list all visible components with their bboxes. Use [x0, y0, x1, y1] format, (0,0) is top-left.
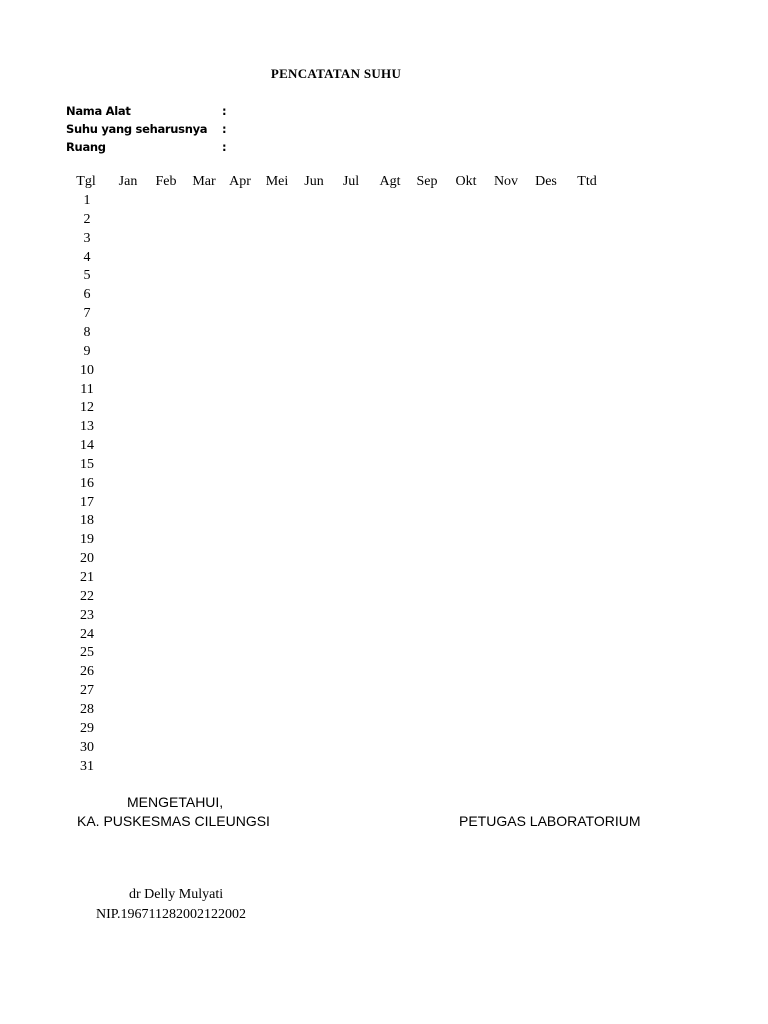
day-cell: 9: [83, 343, 91, 359]
day-cell: 11: [80, 381, 94, 397]
left-signatory-nip: NIP.196711282002122002: [96, 907, 246, 922]
day-cell: 29: [80, 720, 94, 736]
field-colon: :: [222, 122, 227, 136]
field-colon: :: [222, 140, 227, 154]
header-jan: Jan: [118, 174, 138, 189]
right-signatory-title: PETUGAS LABORATORIUM: [459, 813, 641, 829]
day-cell: 12: [80, 400, 94, 416]
day-cell: 27: [80, 683, 94, 699]
temperature-table: [0, 173, 768, 192]
day-cell: 8: [83, 324, 91, 340]
header-agt: Agt: [379, 174, 401, 189]
day-cell: 23: [80, 607, 94, 623]
left-signatory-name: dr Delly Mulyati: [129, 887, 224, 902]
day-cell: 30: [80, 739, 94, 755]
left-signatory-title: KA. PUSKESMAS CILEUNGSI: [77, 813, 270, 829]
field-colon: :: [222, 104, 227, 118]
day-cell: 21: [80, 570, 94, 585]
day-cell: 14: [80, 438, 94, 454]
header-apr: Apr: [229, 174, 251, 189]
header-nov: Nov: [493, 174, 519, 189]
page-title: PENCATATAN SUHU: [270, 66, 402, 81]
day-cell: 7: [83, 306, 91, 322]
day-cell: 1: [83, 193, 91, 208]
header-sep: Sep: [416, 174, 438, 189]
field-label: Nama Alat: [66, 104, 131, 118]
day-cell: 15: [80, 456, 94, 472]
day-cell: 28: [80, 701, 94, 717]
day-cell: 5: [83, 268, 91, 284]
table-header-row: [0, 173, 768, 192]
field-label: Ruang: [66, 140, 106, 154]
day-cell: 13: [80, 419, 94, 435]
day-cell: 3: [83, 230, 91, 246]
day-cell: 20: [80, 551, 94, 567]
header-okt: Okt: [455, 174, 477, 189]
day-cell: 10: [80, 362, 94, 378]
day-cell: 22: [80, 588, 94, 604]
header-jun: Jun: [304, 174, 324, 189]
day-cell: 17: [80, 494, 94, 510]
acknowledge-label: MENGETAHUI,: [127, 794, 224, 810]
header-feb: Feb: [155, 174, 177, 189]
header-tgl: Tgl: [76, 174, 96, 189]
field-label: Suhu yang seharusnya: [66, 122, 208, 136]
day-cell: 4: [83, 249, 91, 265]
day-cell: 25: [80, 645, 94, 661]
header-ttd: Ttd: [577, 174, 597, 189]
day-cell: 16: [80, 475, 94, 491]
day-cell: 6: [83, 287, 91, 303]
header-mei: Mei: [265, 174, 289, 189]
day-cell: 19: [80, 532, 94, 548]
day-cell: 24: [80, 626, 94, 642]
day-cell: 31: [80, 758, 94, 774]
day-cell: 2: [83, 211, 91, 227]
day-cell: 26: [80, 664, 94, 680]
header-mar: Mar: [192, 174, 216, 189]
day-cell: 18: [80, 513, 94, 529]
header-jul: Jul: [342, 174, 360, 189]
header-des: Des: [535, 174, 557, 189]
